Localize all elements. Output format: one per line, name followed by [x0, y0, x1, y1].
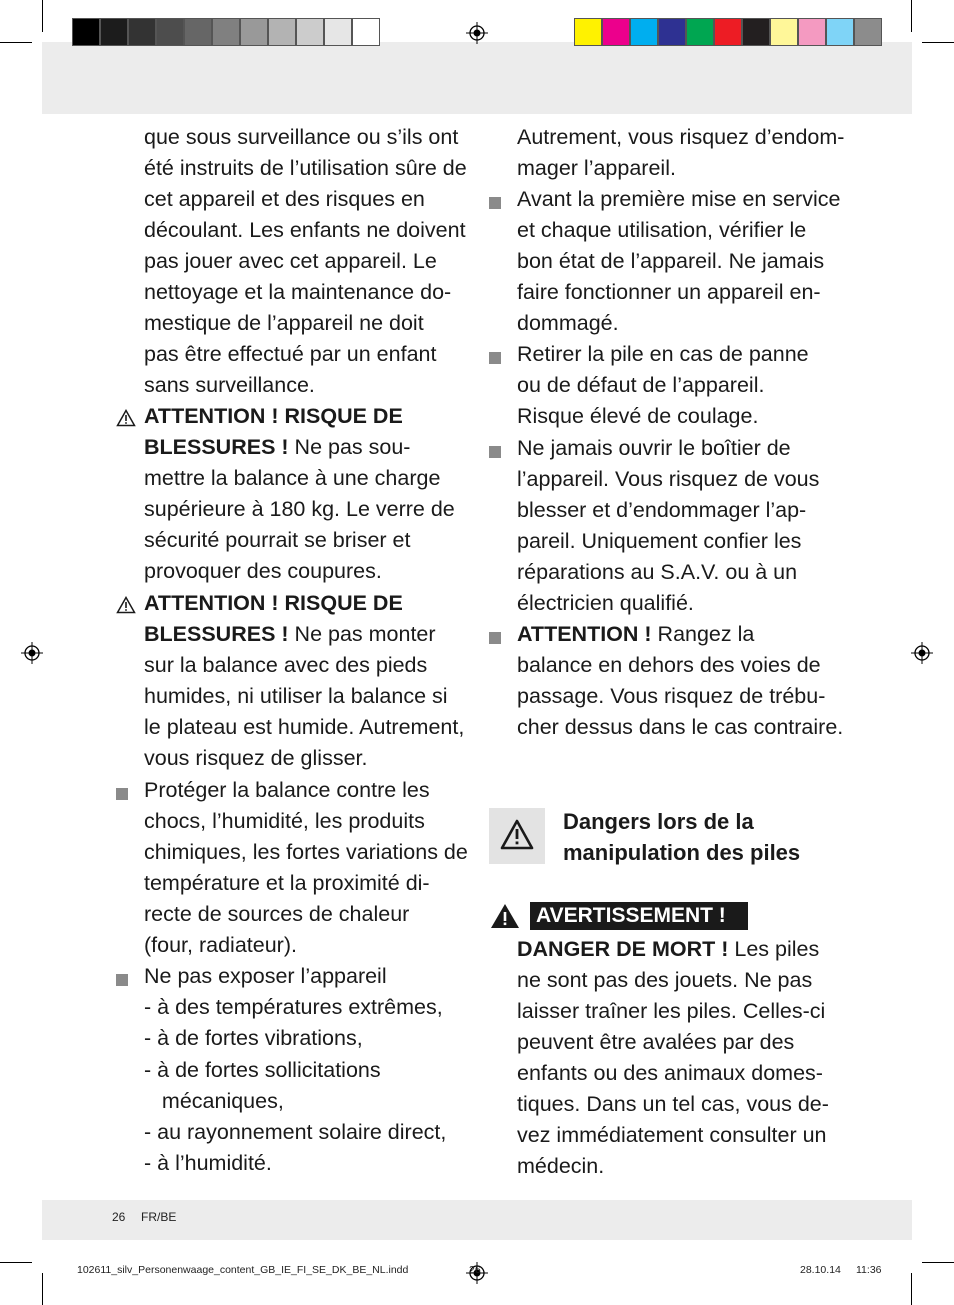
- text-line: balance en dehors des voies de: [517, 653, 821, 677]
- warning-title: BLESSURES !: [144, 435, 289, 459]
- color-swatch: [100, 18, 128, 46]
- warning-title: ATTENTION ! RISQUE DE: [144, 404, 403, 428]
- warning-icon-box: [489, 808, 545, 864]
- text-line: [144, 432, 410, 463]
- text-line: provoquer des coupures.: [144, 559, 382, 583]
- bullet-square-icon: [489, 446, 501, 458]
- text-line: tiques. Dans un tel cas, vous de-: [517, 1092, 829, 1116]
- color-swatch: [240, 18, 268, 46]
- text-line: Avant la première mise en service: [517, 187, 841, 211]
- text-line: bon état de l’appareil. Ne jamais: [517, 249, 825, 273]
- text-line: passage. Vous risquez de trébu-: [517, 684, 826, 708]
- color-swatch: [212, 18, 240, 46]
- registration-mark-icon: [911, 642, 933, 664]
- text-line: et chaque utilisation, vérifier le: [517, 218, 807, 242]
- text-line: cher dessus dans le cas contraire.: [517, 715, 844, 739]
- slug-time: 11:36: [856, 1264, 882, 1276]
- text-line: [517, 934, 819, 965]
- color-swatch: [268, 18, 296, 46]
- text-line: ou de défaut de l’appareil.: [517, 373, 765, 397]
- section-heading-line: manipulation des piles: [563, 840, 801, 865]
- text-line: blesser et d’endommager l’ap-: [517, 498, 807, 522]
- text-line: Ne jamais ouvrir le boîtier de: [517, 436, 791, 460]
- color-swatch: [686, 18, 714, 46]
- text-line: enfants ou des animaux domes-: [517, 1061, 823, 1085]
- text-line: - à de fortes vibrations,: [144, 1026, 363, 1050]
- warning-title: DANGER DE MORT !: [517, 937, 729, 961]
- warning-title: BLESSURES !: [144, 622, 289, 646]
- text-line: médecin.: [517, 1154, 605, 1178]
- text-line: mécaniques,: [144, 1089, 284, 1113]
- text-line: Risque élevé de coulage.: [517, 404, 759, 428]
- slug-date: 28.10.14: [800, 1264, 841, 1276]
- color-swatch: [602, 18, 630, 46]
- color-swatch: [128, 18, 156, 46]
- text-line: réparations au S.A.V. ou à un: [517, 560, 798, 584]
- page-number: 26: [112, 1210, 126, 1224]
- warning-title: ATTENTION ! RISQUE DE: [144, 591, 403, 615]
- text-line: chimiques, les fortes variations de: [144, 840, 468, 864]
- bullet-square-icon: [489, 632, 501, 644]
- text-line: vez immédiatement consulter un: [517, 1123, 827, 1147]
- warning-triangle-icon: [116, 409, 136, 427]
- text-line: recte de sources de chaleur: [144, 902, 410, 926]
- warning-title: ATTENTION !: [517, 622, 652, 646]
- text-line: dommagé.: [517, 311, 619, 335]
- registration-mark-icon: [466, 22, 488, 44]
- color-swatch: [798, 18, 826, 46]
- warning-triangle-filled-icon: [490, 903, 520, 929]
- text-span: Les piles: [728, 937, 820, 961]
- text-line: peuvent être avalées par des: [517, 1030, 795, 1054]
- text-line: sur la balance avec des pieds: [144, 653, 428, 677]
- text-line: supérieure à 180 kg. Le verre de: [144, 497, 455, 521]
- text-line: Protéger la balance contre les: [144, 778, 430, 802]
- text-line: ne sont pas des jouets. Ne pas: [517, 968, 813, 992]
- text-line: électricien qualifié.: [517, 591, 694, 615]
- color-swatch: [156, 18, 184, 46]
- text-line: température et la proximité di-: [144, 871, 430, 895]
- text-line: été instruits de l’utilisation sûre de: [144, 156, 467, 180]
- slug-filename: 102611_silv_Personenwaage_content_GB_IE_FI_SE_DK_BE_NL.indd: [77, 1264, 409, 1276]
- text-line: pareil. Uniquement confier les: [517, 529, 802, 553]
- color-swatch: [324, 18, 352, 46]
- warning-triangle-icon: [500, 819, 534, 850]
- text-line: humides, ni utiliser la balance si: [144, 684, 448, 708]
- color-swatch: [574, 18, 602, 46]
- text-line: découlant. Les enfants ne doivent: [144, 218, 466, 242]
- warning-triangle-icon: [116, 596, 136, 614]
- text-line: mestique de l’appareil ne doit: [144, 311, 424, 335]
- bullet-square-icon: [116, 788, 128, 800]
- text-line: (four, radiateur).: [144, 933, 297, 957]
- text-line: mettre la balance à une charge: [144, 466, 441, 490]
- section-heading-line: Dangers lors de la: [563, 809, 754, 834]
- text-span: Ne pas sou-: [288, 435, 411, 459]
- bullet-square-icon: [489, 197, 501, 209]
- color-swatch: [770, 18, 798, 46]
- text-line: sans surveillance.: [144, 373, 315, 397]
- text-line: sécurité pourrait se briser et: [144, 528, 411, 552]
- registration-mark-icon: [21, 642, 43, 664]
- text-line: - à de fortes sollicitations: [144, 1058, 381, 1082]
- avertissement-label: AVERTISSEMENT !: [530, 902, 748, 930]
- bullet-square-icon: [489, 352, 501, 364]
- text-line: chocs, l’humidité, les produits: [144, 809, 425, 833]
- text-span: Rangez la: [651, 622, 755, 646]
- text-line: [517, 619, 754, 650]
- bullet-square-icon: [116, 974, 128, 986]
- text-span: Ne pas monter: [288, 622, 436, 646]
- text-line: mager l’appareil.: [517, 156, 676, 180]
- slug-page-ref: 26: [469, 1264, 481, 1276]
- text-line: Ne pas exposer l’appareil: [144, 964, 387, 988]
- text-line: nettoyage et la maintenance do-: [144, 280, 452, 304]
- color-swatch: [742, 18, 770, 46]
- text-line: faire fonctionner un appareil en-: [517, 280, 821, 304]
- text-line: laisser traîner les piles. Celles-ci: [517, 999, 826, 1023]
- text-line: l’appareil. Vous risquez de vous: [517, 467, 820, 491]
- text-line: cet appareil et des risques en: [144, 187, 425, 211]
- text-line: que sous surveillance ou s’ils ont: [144, 125, 459, 149]
- color-swatch: [296, 18, 324, 46]
- text-line: le plateau est humide. Autrement,: [144, 715, 465, 739]
- color-swatch: [630, 18, 658, 46]
- text-line: - au rayonnement solaire direct,: [144, 1120, 447, 1144]
- text-line: pas jouer avec cet appareil. Le: [144, 249, 437, 273]
- text-line: Retirer la pile en cas de panne: [517, 342, 809, 366]
- color-swatch: [854, 18, 882, 46]
- color-swatch: [184, 18, 212, 46]
- text-line: vous risquez de glisser.: [144, 746, 368, 770]
- color-swatch: [352, 18, 380, 46]
- color-swatch: [714, 18, 742, 46]
- text-line: pas être effectué par un enfant: [144, 342, 437, 366]
- text-line: - à des températures extrêmes,: [144, 995, 443, 1019]
- header-band: [42, 42, 912, 114]
- text-line: Autrement, vous risquez d’endom-: [517, 125, 845, 149]
- color-swatch: [72, 18, 100, 46]
- text-line: [144, 619, 436, 650]
- color-swatch: [658, 18, 686, 46]
- locale-label: FR/BE: [141, 1210, 177, 1224]
- text-line: - à l’humidité.: [144, 1151, 272, 1175]
- color-swatch: [826, 18, 854, 46]
